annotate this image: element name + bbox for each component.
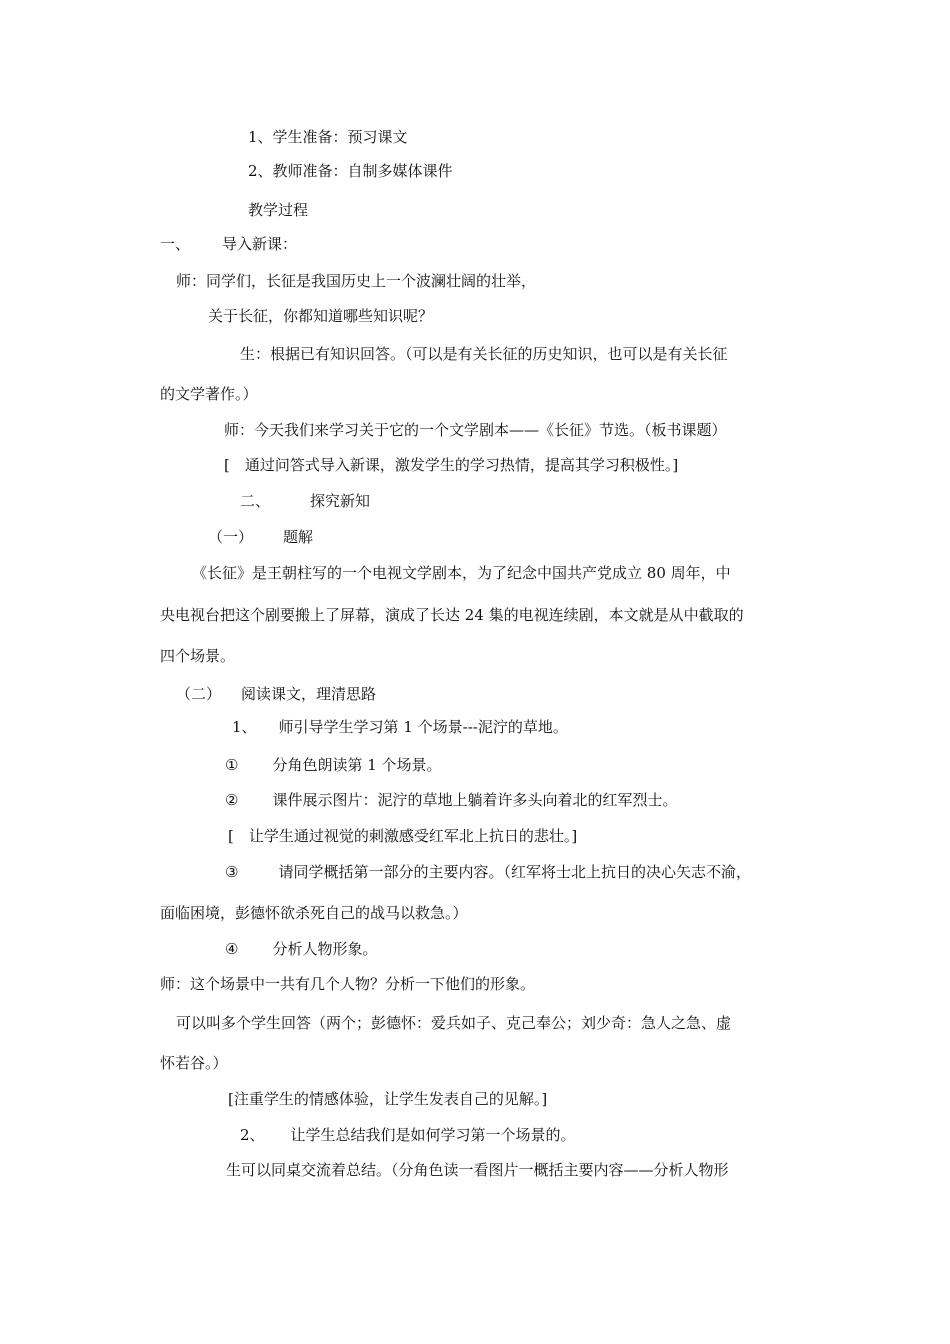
student-answer-line: 生：根据已有知识回答。（可以是有关长征的历史知识，也可以是有关长征 — [240, 345, 728, 363]
subsection-two-title: 阅读课文，理清思路 — [241, 685, 377, 703]
section-heading-process: 教学过程 — [248, 201, 309, 219]
intro-paragraph-line-1: 《长征》是王朝柱写的一个电视文学剧本，为了纪念中国共产党成立 80 周年，中 — [192, 564, 731, 582]
item-4-marker: ④ — [225, 940, 239, 958]
item-4-text: 分析人物形象。 — [272, 940, 378, 958]
item-2-marker: ② — [225, 791, 239, 809]
subsection-one-heading — [208, 526, 313, 548]
teacher-topic-line: 师：今天我们来学习关于它的一个文学剧本——《长征》节选。（板书课题） — [224, 421, 727, 439]
step-one-number: 1、 — [232, 718, 257, 736]
subsection-one-number: （一） — [208, 528, 254, 546]
item-4-line — [225, 938, 377, 960]
section-one-title: 导入新课： — [222, 235, 298, 253]
teacher-character-line: 师：这个场景中一共有几个人物？分析一下他们的形象。 — [160, 975, 536, 993]
subsection-two-number: （二） — [176, 685, 222, 703]
item-1-line — [225, 754, 442, 776]
intro-paragraph-line-2: 央电视台把这个剧要搬上了屏幕，演成了长达 24 集的电视连续剧，本文就是从中截取的 — [160, 606, 744, 624]
students-answer-cont: 怀若谷。） — [160, 1054, 228, 1072]
subsection-one-title: 题解 — [283, 528, 314, 546]
students-answer-line: 可以叫多个学生回答（两个；彭德怀：爱兵如子、克己奉公；刘少奇：急人之急、虚 — [176, 1014, 732, 1032]
step-one-line — [232, 716, 568, 738]
note-visual-line: [ 让学生通过视觉的刺激感受红军北上抗日的悲壮。] — [228, 827, 578, 845]
section-two-title: 探究新知 — [310, 492, 371, 510]
item-3-marker: ③ — [225, 863, 239, 881]
student-answer-cont: 的文学著作。） — [160, 385, 258, 403]
note-intro-line: [ 通过问答式导入新课，激发学生的学习热情，提高其学习积极性。] — [224, 456, 679, 474]
teacher-intro-line: 师：同学们，长征是我国历史上一个波澜壮阔的壮举， — [176, 272, 537, 290]
item-2-line — [225, 789, 677, 811]
step-two-number: 2、 — [240, 1126, 265, 1144]
step-one-text: 师引导学生学习第 1 个场景---泥泞的草地。 — [278, 718, 568, 736]
item-3-line — [225, 861, 751, 883]
note-emotion-line: [注重学生的情感体验，让学生发表自己的见解。] — [228, 1090, 548, 1108]
item-3-cont: 面临困境，彭德怀欲杀死自己的战马以救急。） — [160, 904, 468, 922]
step-two-text: 让学生总结我们是如何学习第一个场景的。 — [290, 1126, 576, 1144]
student-summary-line: 生可以同桌交流着总结。（分角色读一看图片一概括主要内容——分析人物形 — [226, 1161, 729, 1179]
subsection-two-heading — [176, 683, 376, 705]
item-2-text: 课件展示图片：泥泞的草地上躺着许多头向着北的红军烈士。 — [272, 791, 678, 809]
teacher-question-line: 关于长征，你都知道哪些知识呢？ — [208, 307, 434, 325]
item-1-marker: ① — [225, 756, 239, 774]
section-two-heading — [240, 490, 370, 512]
intro-paragraph-line-3: 四个场景。 — [160, 647, 236, 665]
item-1-text: 分角色朗读第 1 个场景。 — [272, 756, 442, 774]
section-two-number: 二、 — [240, 492, 271, 510]
prep-teacher-line: 2、教师准备：自制多媒体课件 — [248, 162, 453, 180]
step-two-line — [240, 1124, 576, 1146]
item-3-text: 请同学概括第一部分的主要内容。（红军将士北上抗日的决心矢志不渝， — [278, 863, 751, 881]
section-one-number: 一、 — [160, 235, 191, 253]
prep-student-line: 1、学生准备：预习课文 — [248, 128, 408, 146]
section-one-heading — [160, 233, 297, 255]
